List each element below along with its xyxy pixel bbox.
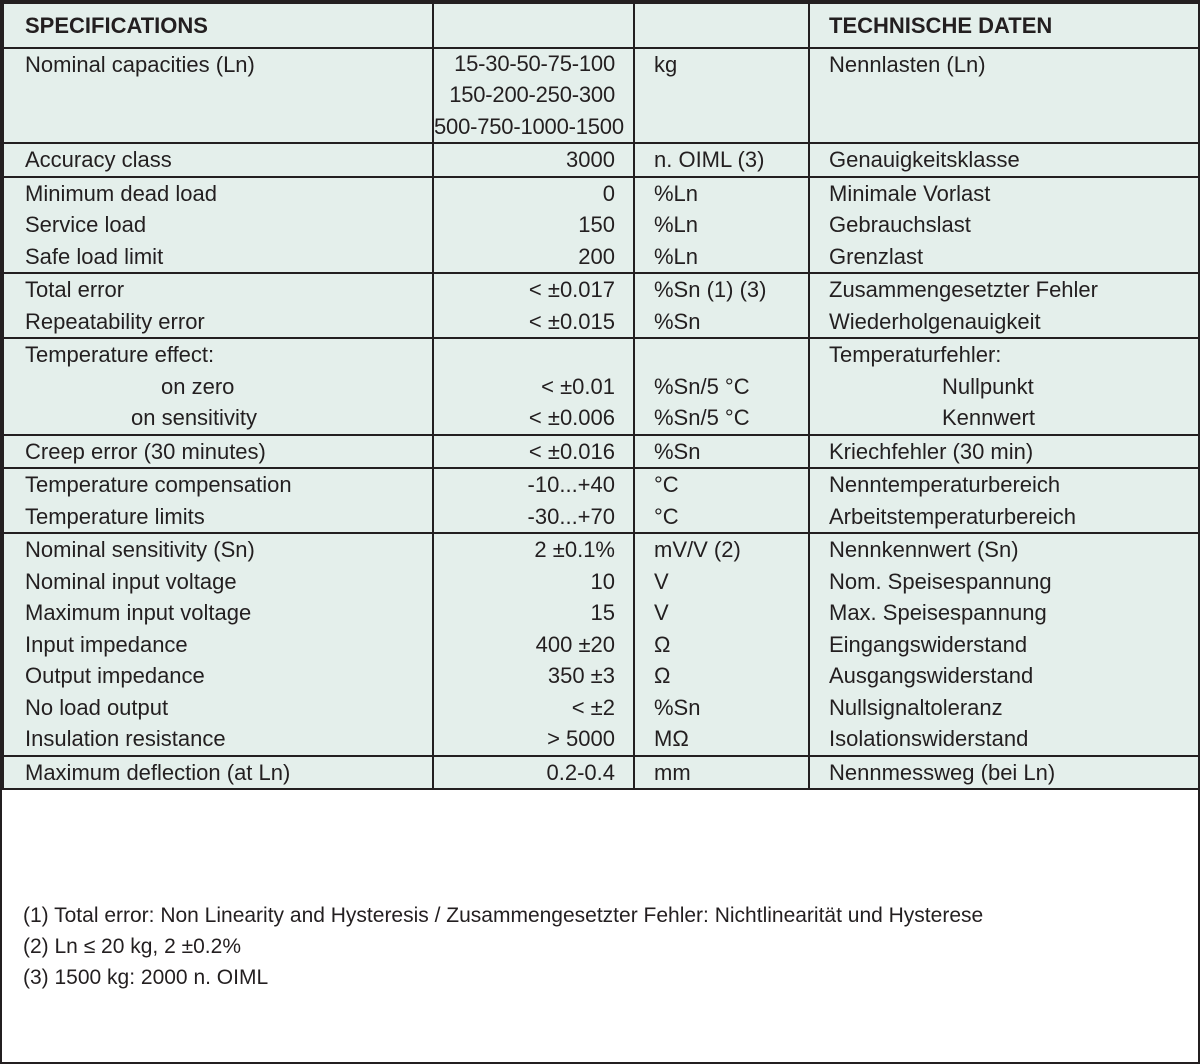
spec-unit: %Ln — [654, 180, 699, 206]
spec-value: -30...+70 — [527, 503, 615, 529]
spec-label-de: Kriechfehler (30 min) — [829, 438, 1034, 464]
footnote-1: (1) Total error: Non Linearity and Hysteresis / Zusammengesetzter Fehler: Nichtlinearität und Hysterese — [23, 904, 984, 927]
spec-label-en: Service load — [25, 212, 147, 237]
spec-label-en: on zero — [161, 373, 235, 399]
spec-label-de: Gebrauchslast — [829, 212, 971, 237]
group-capacities — [3, 48, 1199, 143]
spec-value: < ±0.016 — [528, 438, 615, 464]
spec-label-en: Insulation resistance — [25, 726, 226, 751]
spec-value — [434, 339, 615, 371]
spec-unit: %Sn — [654, 308, 701, 334]
spec-unit: %Sn — [654, 438, 701, 464]
spec-value: < ±0.01 — [541, 373, 615, 399]
spec-unit: MΩ — [654, 726, 689, 751]
spec-label-en: Maximum deflection (at Ln) — [25, 759, 291, 785]
spec-unit: °C — [654, 472, 679, 497]
spec-unit: %Sn/5 °C — [654, 373, 750, 399]
spec-label-de: Nom. Speisespannung — [829, 568, 1052, 594]
group-accuracy — [3, 143, 1199, 177]
footnote-2: (2) Ln ≤ 20 kg, 2 ±0.2% — [23, 935, 241, 958]
spec-label-de: Genauigkeitsklasse — [829, 147, 1020, 172]
spec-label-en: Accuracy class — [25, 147, 172, 172]
spec-value: 10 — [590, 568, 615, 594]
spec-label-en: Creep error (30 minutes) — [25, 438, 266, 464]
spec-label-de: Zusammengesetzter Fehler — [829, 277, 1098, 302]
spec-value: 350 ±3 — [547, 663, 615, 688]
spec-value: 200 — [578, 243, 615, 269]
spec-unit: %Sn — [654, 694, 701, 720]
spec-label-en: Repeatability error — [25, 308, 205, 334]
spec-label-de: Max. Speisespannung — [829, 600, 1047, 625]
spec-unit: mV/V (2) — [654, 537, 741, 562]
spec-label-en: Temperature limits — [25, 503, 205, 529]
spec-unit: Ω — [654, 631, 671, 657]
group-temperature-ranges — [3, 468, 1199, 533]
spec-table — [2, 2, 1200, 790]
group-deflection — [3, 756, 1199, 790]
spec-label-de: Temperaturfehler: — [829, 342, 1002, 367]
spec-label-de: Isolationswiderstand — [829, 726, 1029, 751]
spec-label-de: Nullpunkt — [942, 373, 1034, 399]
spec-label-de: Grenzlast — [829, 243, 924, 269]
spec-unit: V — [654, 568, 669, 594]
spec-value: < ±0.006 — [528, 405, 615, 430]
header-specifications: SPECIFICATIONS — [3, 3, 433, 48]
spec-label-en: Safe load limit — [25, 243, 164, 269]
group-loads — [3, 177, 1199, 274]
spec-label-en: Nominal input voltage — [25, 568, 237, 594]
spec-value: 0.2-0.4 — [546, 759, 615, 785]
spec-unit: %Ln — [654, 212, 699, 237]
spec-value: < ±0.017 — [528, 277, 615, 302]
spec-unit: Ω — [654, 663, 671, 688]
spec-label-en: Minimum dead load — [25, 180, 217, 206]
spec-unit: %Ln — [654, 243, 699, 269]
spec-value: 150 — [578, 212, 615, 237]
spec-label-de: Wiederholgenauigkeit — [829, 308, 1041, 334]
spec-unit: mm — [654, 759, 691, 785]
spec-label-de: Minimale Vorlast — [829, 180, 991, 206]
spec-label-en: Output impedance — [25, 663, 205, 688]
capacities-cell — [433, 48, 634, 143]
spec-unit: °C — [654, 503, 679, 529]
spec-label-en: Maximum input voltage — [25, 600, 252, 625]
spec-label-en: No load output — [25, 694, 169, 720]
spec-label-de: Eingangswiderstand — [829, 631, 1028, 657]
spec-label-en: Temperature effect: — [25, 342, 215, 367]
spec-value: 400 ±20 — [535, 631, 615, 657]
spec-value: -10...+40 — [527, 472, 615, 497]
spec-label-de: Nennmessweg (bei Ln) — [829, 759, 1056, 785]
spec-label-de: Nennkennwert (Sn) — [829, 537, 1019, 562]
spec-label-de: Nullsignaltoleranz — [829, 694, 1003, 720]
spec-label-en: Nominal capacities (Ln) — [25, 52, 255, 77]
header-technische-daten: TECHNISCHE DATEN — [809, 3, 1199, 48]
spec-unit: %Sn/5 °C — [654, 405, 750, 430]
spec-value: < ±0.015 — [528, 308, 615, 334]
header-empty-value — [433, 3, 634, 48]
spec-label-en: Nominal sensitivity (Sn) — [25, 537, 255, 562]
spec-unit: V — [654, 600, 669, 625]
capacity-line: 500-750-1000-1500 — [434, 113, 624, 139]
spec-label-en: Input impedance — [25, 631, 188, 657]
spec-label-de: Nennlasten (Ln) — [829, 52, 986, 77]
group-errors — [3, 273, 1199, 338]
group-temperature-effect — [3, 338, 1199, 435]
header-empty-unit — [634, 3, 809, 48]
spec-unit: n. OIML (3) — [654, 147, 765, 172]
footnote-3: (3) 1500 kg: 2000 n. OIML — [23, 966, 269, 989]
spec-value: 3000 — [566, 147, 615, 172]
spec-value: < ±2 — [571, 694, 615, 720]
spec-unit: kg — [654, 52, 678, 77]
spec-label-de: Ausgangswiderstand — [829, 663, 1034, 688]
footnotes — [23, 900, 983, 993]
spec-label-en: on sensitivity — [131, 405, 257, 430]
spec-label-de: Kennwert — [942, 405, 1035, 430]
spec-value: > 5000 — [547, 726, 615, 751]
spec-label-de: Arbeitstemperaturbereich — [829, 503, 1077, 529]
spec-label-en: Temperature compensation — [25, 472, 292, 497]
spec-value: 2 ±0.1% — [534, 537, 615, 562]
spec-value: 15 — [590, 600, 615, 625]
group-creep — [3, 435, 1199, 469]
capacity-line: 150-200-250-300 — [449, 82, 615, 107]
group-electrical — [3, 533, 1199, 756]
capacity-line: 15-30-50-75-100 — [454, 51, 615, 76]
spec-unit: %Sn (1) (3) — [654, 277, 767, 302]
table-header-row — [3, 3, 1199, 48]
spec-unit — [654, 339, 808, 371]
spec-label-de: Nenntemperaturbereich — [829, 472, 1061, 497]
spec-value: 0 — [602, 180, 615, 206]
spec-label-en: Total error — [25, 277, 125, 302]
